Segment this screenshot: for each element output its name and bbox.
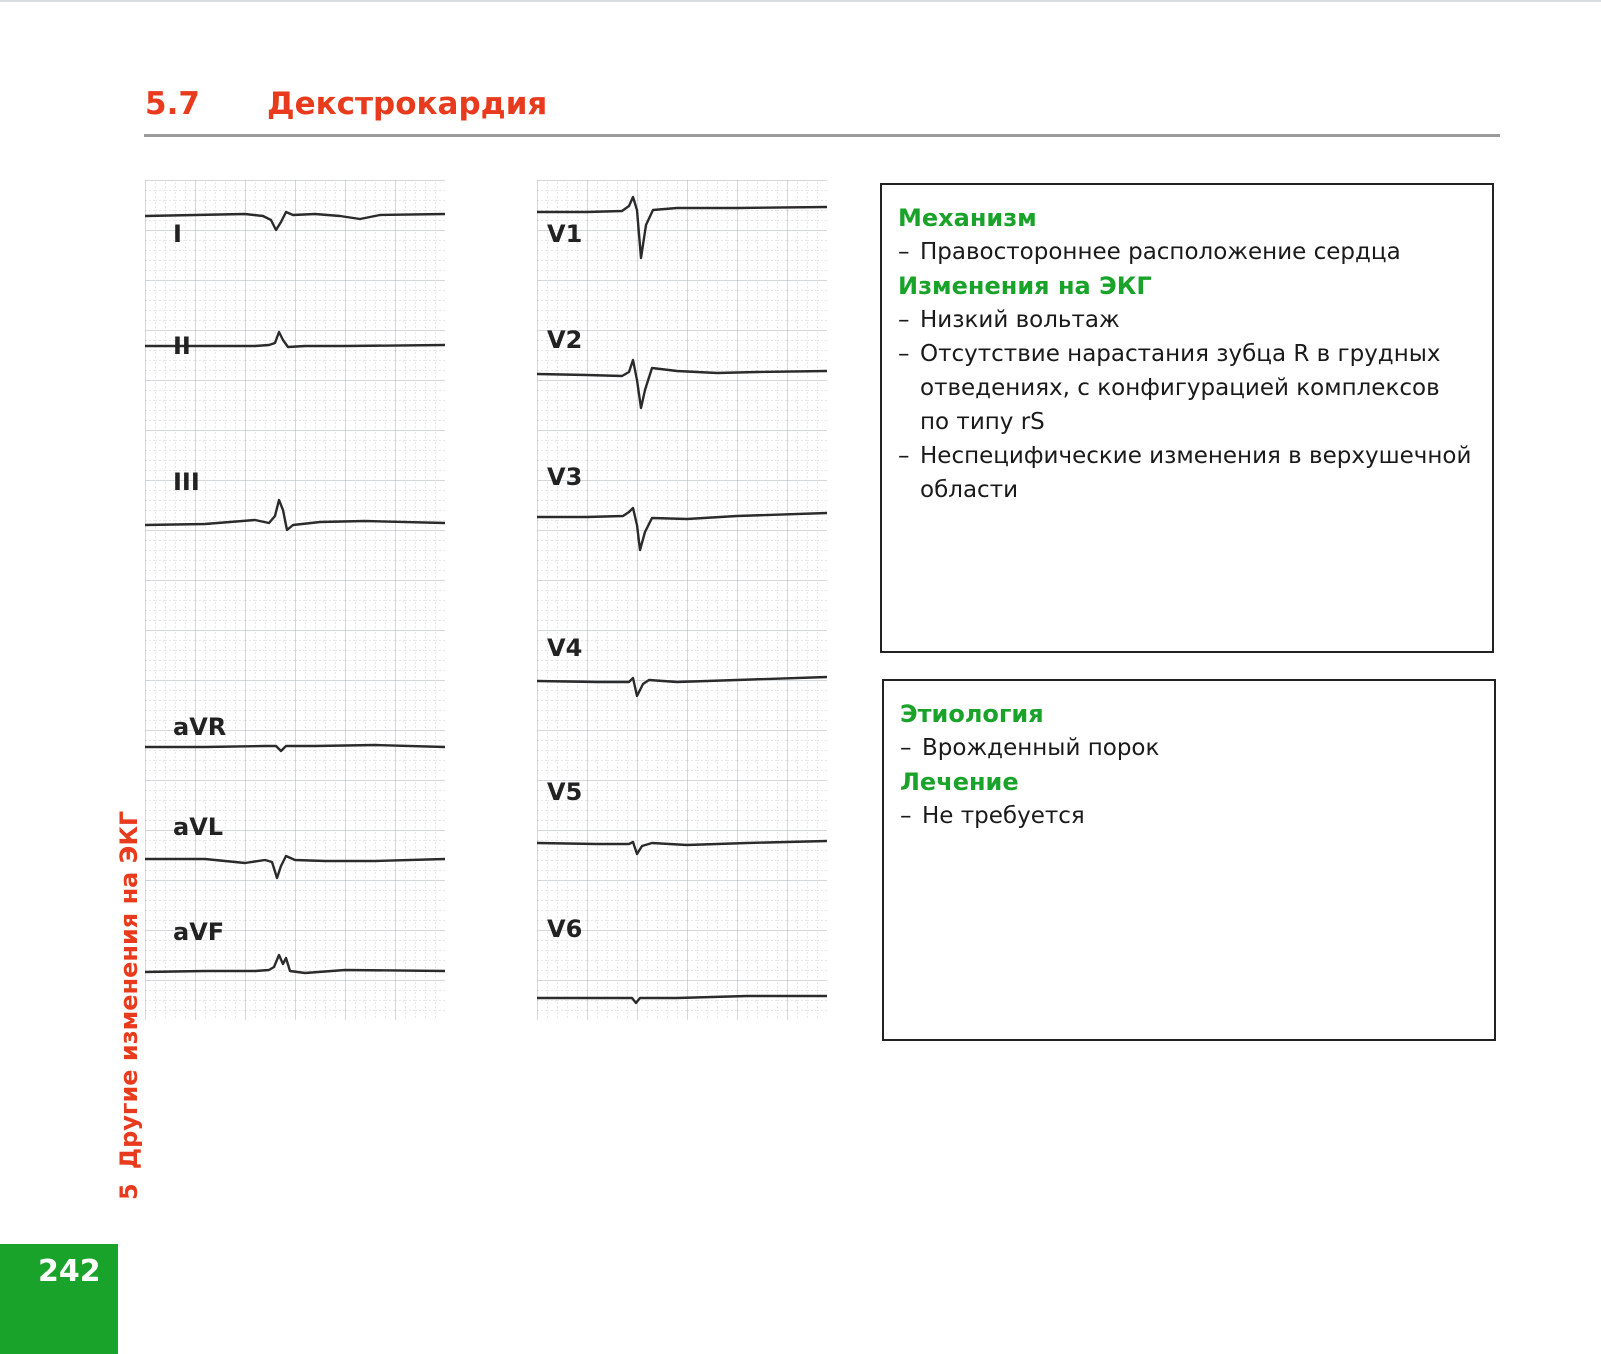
ecg-chest-leads-panel — [537, 180, 827, 1020]
ecg-change-item — [898, 439, 1476, 507]
ecg-change-line: Неспецифические изменения в верхушечной — [920, 443, 1472, 469]
lead-label-avf: aVF — [173, 918, 225, 946]
ecg-chest-leads-svg — [537, 180, 827, 1020]
lead-label-v1: V1 — [547, 220, 583, 248]
mechanism-item: – Правостороннее расположение сердца — [898, 235, 1476, 269]
lead-label-avr: aVR — [173, 713, 227, 741]
chapter-number: 5 — [115, 1183, 143, 1200]
lead-label-avl: aVL — [173, 813, 224, 841]
section-title: Декстрокардия — [267, 86, 548, 122]
ecg-grid — [537, 180, 827, 1020]
lead-label-ii: II — [173, 332, 191, 360]
ecg-limb-leads-panel — [145, 180, 445, 1020]
etiology-item: – Врожденный порок — [900, 731, 1478, 765]
ecg-change-line: отведениях, с конфигурацией комплексов — [920, 375, 1440, 401]
ecg-change-line: по типу rS — [920, 409, 1045, 435]
ecg-change-item: – Низкий вольтаж — [898, 303, 1476, 337]
ecg-limb-leads-svg — [145, 180, 445, 1020]
treatment-item: – Не требуется — [900, 799, 1478, 833]
lead-label-v5: V5 — [547, 778, 583, 806]
page-number: 242 — [38, 1254, 101, 1289]
heading-ecg-changes: Изменения на ЭКГ — [898, 272, 1152, 300]
mechanism-box — [880, 183, 1494, 653]
lead-label-i: I — [173, 220, 182, 248]
page-number-badge — [0, 1244, 118, 1354]
title-divider — [144, 134, 1500, 137]
heading-mechanism: Механизм — [898, 204, 1037, 232]
section-number: 5.7 — [145, 86, 200, 122]
etiology-box — [882, 679, 1496, 1041]
heading-etiology: Этиология — [900, 700, 1044, 728]
chapter-title: Другие изменения на ЭКГ — [115, 810, 143, 1170]
heading-treatment: Лечение — [900, 768, 1019, 796]
lead-label-v4: V4 — [547, 634, 583, 662]
top-rule — [0, 0, 1601, 2]
chapter-side-title — [115, 811, 143, 1200]
lead-label-v3: V3 — [547, 463, 583, 491]
ecg-change-line: области — [920, 477, 1019, 503]
ecg-change-item — [898, 337, 1476, 439]
ecg-grid — [145, 180, 445, 1020]
lead-label-v2: V2 — [547, 326, 583, 354]
lead-label-iii: III — [173, 468, 200, 496]
lead-label-v6: V6 — [547, 915, 583, 943]
ecg-change-line: Отсутствие нарастания зубца R в грудных — [920, 341, 1441, 367]
